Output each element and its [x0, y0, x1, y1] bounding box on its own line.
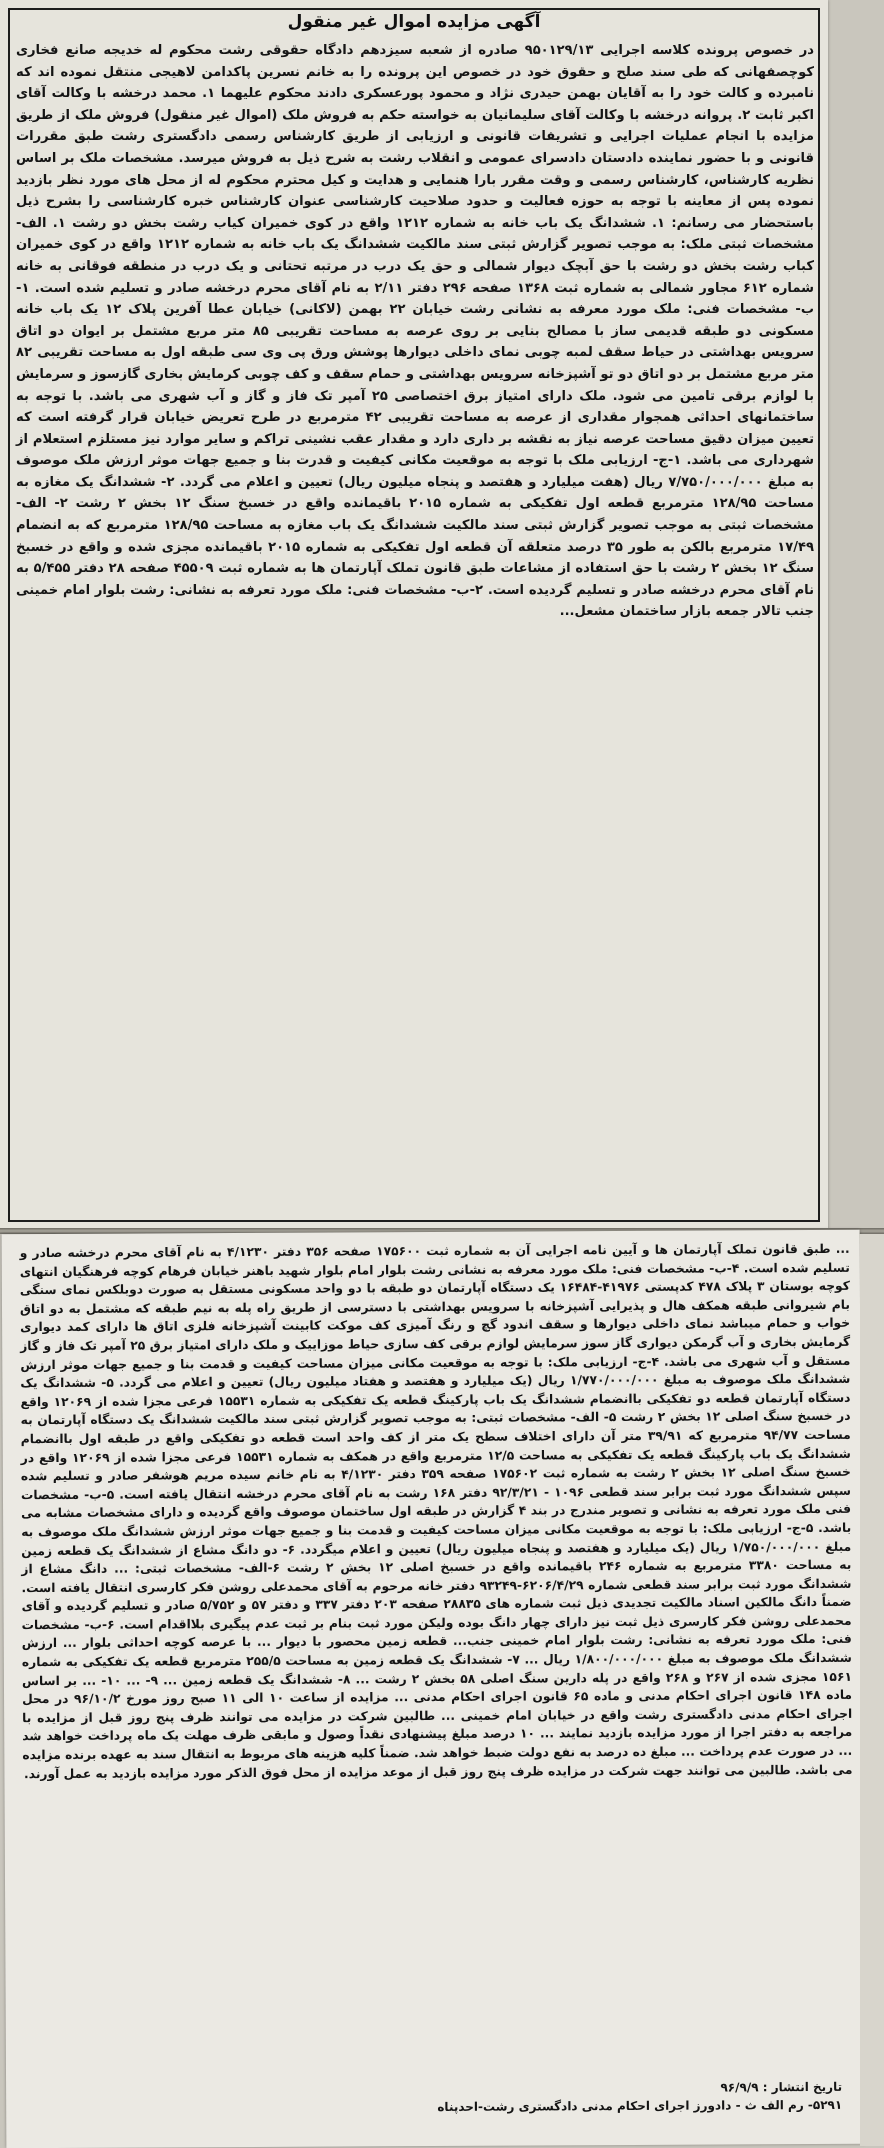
notice-footer	[437, 2078, 842, 2116]
notice-title: آگهی مزایده اموال غیر منقول	[287, 12, 541, 32]
torn-edge	[860, 1234, 884, 2146]
signature-line: ۵۲۹۱- رم الف ث - دادورز اجرای احکام مدنی دادگستری رشت-احدپناه	[437, 2097, 843, 2114]
notice-body-part3	[20, 1240, 853, 1784]
notice-body-part1: در خصوص پرونده کلاسه اجرایی ۹۵۰۱۲۹/۱۳ صادره از شعبه سیزدهم دادگاه حقوقی رشت محکوم له خدیجه صانع فخاری کوچصفهانی که طی سند صلح و حقوق خود در خصوص این پرونده را به خانم نسرین پاکدامن لاهیجی منتقل نموده اند که نامبرده و کالت خود را به آقایان بهمن حیدری نژاد و محمود پورعسکری دادند محکوم علیهما ۱. محمد درخشه با وکالت آقای اکبر ثابت ۲. پروانه درخشه با وکالت آقای سلیمانیان به خواسته حکم به فروش ملک (اموال غیر منقول) فروش ملک از طریق مزایده با انجام عملیات اجرایی و تشریفات قانونی و ارزیابی از طریق کارشناس رسمی دادگستری رشت طبق مقررات قانونی و با حضور نماینده دادستان دادسرای عمومی و انقلاب رشت به شرح ذیل به فروش میرسد. مشخصات ملک بر اساس نظریه کارشناس، کارشناس رسمی و وقت مقرر بارا هنمایی و هدایت و کیل محترم محکوم له از محل های مورد نظر بازدید نموده پس از معاینه با توجه به حوزه فعالیت و حدود صلاحیت کارشناسی عنوان کارشناس خبره کارشناسی را بشرح ذیل باستحضار می رسانم: ۱. ششدانگ یک باب خانه به شماره ۱۲۱۲ واقع در کوی خمیران کیاب رشت بخش دو رشت ۱. الف- مشخصات ثبتی ملک: به موجب تصویر گزارش ثبتی سند مالکیت ششدانگ یک باب خانه به شماره ۱۲۱۲ واقع در کوی خمیران کباب رشت بخش دو رشت با حق آبچک دیوار شمالی و حق یک درب در مرتبه تحتانی و یک درب در منطقه فوقانی به خانه شماره ۶۱۲ مجاور شمالی به شماره ثبت ۱۳۶۸ صفحه ۲۹۶ دفتر ۲/۱۱ به نام آقای محرم درخشه صادر و تسلیم شده است. ۱-ب- مشخصات فنی: ملک مورد معرفه به نشانی رشت خیابان ۲۲ بهمن (لاکانی) خیابان عطا آفرین پلاک ۱۲ یک باب خانه مسکونی دو طبقه قدیمی ساز با مصالح بنایی بر روی عرصه به مساحت تقریبی ۸۵ متر مربع مشتمل بر ایوان دو اتاق سرویس بهداشتی در حیاط سقف لمبه چوبی نمای داخلی دیوارها پوشش ورق پی وی سی طبقه اول به مساحت تقریبی ۸۲ متر مربع مشتمل بر دو اتاق دو تو آشپزخانه سرویس بهداشتی و حمام سقف و کف چوبی کرمایش بخاری گازسوز و سرمایش با لوازم برقی تامین می شود. ملک دارای امتیاز برق اختصاصی ۲۵ آمپر تک فاز و گاز و آب شهری می باشد. با توجه به ساختمانهای احداثی همجوار مقداری از عرصه به مساحت تقریبی ۴۲ مترمربع در طرح تعریض خیابان قرار گرفته است که تعیین میزان دقیق مساحت عرصه نیاز به نقشه بر داری دارد و مقدار عقب نشینی تراکم و سایر موارد نیز مستلزم استعلام از شهرداری می باشد. ۱-ج- ارزیابی ملک با توجه به موقعیت مکانی کیفیت و قدرت بنا و جمیع جهات موثر ارزش ملک موصوف به مبلغ ۷/۷۵۰/۰۰۰/۰۰۰ ریال (هفت میلیارد و هفتصد و پنجاه میلیون ریال) تعیین و اعلام می گردد. ۲- ششدانگ یک مغازه به مساحت ۱۲۸/۹۵ مترمربع قطعه اول تفکیکی به شماره ۲۰۱۵ باقیمانده واقع در خسبخ سنگ ۱۲ بخش ۲ رشت ۲- الف- مشخصات ثبتی به موجب تصویر گزارش ثبتی سند مالکیت ششدانگ یک باب مغازه به مساحت ۱۲۸/۹۵ مترمربع که به انضمام ۱۷/۴۹ مترمربع بالکن به طور ۳۵ درصد متعلقه آن قطعه اول تفکیکی به شماره ۲۰۱۵ باقیمانده مجزی شده و واقع در خسبخ سنگ ۱۲ بخش ۲ رشت با حق استفاده از مشاعات طبق قانون تملک آپارتمان ها به شماره ثبت ۴۵۵۰۹ صفحه ۲۸ دفتر ۵/۴۵۵ به نام آقای محرم درخشه صادر و تسلیم گردیده است. ۲-ب- مشخصات فنی: ملک مورد تعرفه به نشانی: رشت بلوار امام خمینی جنب تالار جمعه بازار ساختمان مشعل...	[16, 43, 815, 620]
notice-sheet-bottom	[2, 1230, 865, 2148]
notice-body-part3-text: دانگ مشاع از ششدانگ مورد ثبت برابر سند قطعی شماره ۶۲۰۶/۴/۲۹-۹۳۲۴۹ دفتر خانه مرحوم به آقای محمدعلی روشن فکر کارسری انتقال یافته است. ضمناً دانگ مالکین اسناد مالکیت تجدیدی ذیل ثبت شماره های ۲۸۸۳۵ صفحه ۲۰۳ دفتر ۳۳۷ و دفتر ۵۷ و ۵/۷۵۲ صادر و تسلیم گردیده و آقای محمدعلی روشن فکر کارسری ذیل ثبت نیز دارای چهار دانگ بوده ولیکن مورد ثبت بنام بر ثبت عدم پیگیری بلااقدام است. ۶-ب- مشخصات فنی: ملک مورد تعرفه به نشانی: رشت بلوار امام خمینی جنب... قطعه زمین محصور با دیوار ... با عرصه کوچه احداثی بلوار ... ارزش ششدانگ ملک موصوف به مبلغ ۱/۸۰۰/۰۰۰/۰۰۰ ریال ... ۷- ششدانگ یک قطعه زمین به مساحت ۲۵۵/۵ مترمربع قطعه یک تفکیکی به شماره ۱۵۶۱ مجزی شده از ۲۶۷ و ۲۶۸ واقع در پله دارین سنگ اصلی ۵۸ بخش ۲ رشت ... ۸- ششدانگ یک قطعه زمین ... ۹- ... ۱۰- ... بر اساس ماده ۱۴۸ قانون اجرای احکام مدنی و ماده ۶۵ قانون اجرای احکام مدنی ... مزایده از ساعت ۱۰ الی ۱۱ صبح روز مورخ ۹۶/۱۰/۲ در محل اجرای احکام مدنی دادگستری رشت واقع در خیابان امام خمینی ... طالبین شرکت در مزایده می توانند ظرف پنج روز قبل از مزایده با مراجعه به دفتر اجرا از مورد مزایده بازدید نمایند ... ۱۰ درصد مبلغ پیشنهادی نقداً وصول و مابقی ظرف مهلت یک ماه پرداخت خواهد شد ... در صورت عدم پرداخت ... مبلغ ده درصد به نفع دولت ضبط خواهد شد. ضمناً کلیه هزینه های مربوط به انتقال سند به عهده برنده مزایده می باشد. طالبین می توانند جهت شرکت در مزایده ظرف پنج روز قبل از موعد مزایده از محل فوق الذکر مورد مزایده بازدید به عمل آورند.	[21, 1561, 853, 1781]
publish-date: تاریخ انتشار : ۹۶/۹/۹	[720, 2079, 843, 2095]
notice-body-part2: ... طبق قانون تملک آپارتمان ها و آیین نامه اجرایی آن به شماره ثبت ۱۷۵۶۰۰ صفحه ۳۵۶ دفتر ۴/۱۲۳۰ به نام آقای محرم درخشه صادر و تسلیم شده است. ۴-ب- مشخصات فنی: ملک مورد معرفه به نشانی رشت بلوار امام بلوار شهید باهنر خیابان فرهام کوچه فرهنگیان انتهای کوچه بوستان ۳ پلاک ۴۷۸ کدپستی ۴۱۹۷۶-۱۶۴۸۴ یک دستگاه آپارتمان دو طبقه با دو واحد مسکونی مستقل به صورت دوبلکس نمای سنگی بام شیروانی طبقه همکف هال و پذیرایی آشپزخانه با سرویس بهداشتی با دسترسی از طریق راه پله به نیم طبقه که مشتمل به دو اتاق خواب و حمام میباشد نمای داخلی دیوارها و سقف اندود گچ و رنگ آمیزی کف موکت کابینت آشپزخانه فلزی اتاق ها دارای کمد دیواری گرمایش بخاری و آب گرمکن دیواری گاز سوز سرمایش لوازم برقی کف سازی حیاط موزاییک و ملک دارای امتیاز برق ۲۵ آمپر تک فاز و گاز مستقل و آب شهری می باشد. ۴-ج- ارزیابی ملک: با توجه به موقعیت مکانی میزان مساحت کیفیت و قدمت بنا و جمیع جهات موثر ارزش ششدانگ ملک موصوف به مبلغ ۱/۷۷۰/۰۰۰/۰۰۰ ریال (یک میلیارد و هفتصد و هفتاد میلیون ریال) تعیین و اعلام می گردد. ۵- ششدانگ یک دستگاه آپارتمان قطعه دو تفکیکی باانضمام ششدانگ یک باب پارکینگ قطعه یک تفکیکی به شماره ۱۵۵۳۱ فرعی مجزا شده از ۱۲۰۶۹ واقع در خسبخ سنگ اصلی ۱۲ بخش ۲ رشت ۵- الف- مشخصات ثبتی: به موجب تصویر گزارش ثبتی سند مالکیت ششدانگ یک دستگاه آپارتمان به مساحت ۹۴/۷۷ مترمربع که ۳۹/۹۱ متر آن دارای اختلاف سطح یک متر از کف واحد است قطعه دو تفکیکی واقع در طبقه اول باانضمام ششدانگ یک باب پارکینگ قطعه یک تفکیکی به مساحت ۱۲/۵ مترمربع واقع در همکف به شماره ۱۵۵۳۱ فرعی مجزا شده از ۱۲۰۶۹ واقع در خسبخ سنگ اصلی ۱۲ بخش ۲ رشت به شماره ثبت ۱۷۵۶۰۲ صفحه ۳۵۹ دفتر ۴/۱۲۳۰ به نام خانم سیده مریم هوشفر صادر و تسلیم شده سپس ششدانگ مورد ثبت برابر سند قطعی ۱۰۹۶ - ۹۲/۳/۲۱ دفتر ۱۶۸ رشت به نام آقای محرم درخشه انتقال یافته است. ۵-ب- مشخصات فنی ملک مورد تعرفه به نشانی و تصویر مندرج در بند ۴ گزارش در طبقه اول ساختمان موصوف واقع گردیده و دارای مشخصات مشابه می باشد. ۵-ج- ارزیابی ملک: با توجه به موقعیت مکانی میزان مساحت کیفیت و قدمت بنا و جمیع جهات موثر ارزش ششدانگ ملک موصوف به مبلغ ۱/۷۵۰/۰۰۰/۰۰۰ ریال (یک میلیارد و هفتصد و پنجاه میلیون ریال) تعیین و اعلام میگردد. ۶- دو دانگ مشاع از ششدانگ یک قطعه زمین به مساحت ۳۳۸۰ مترمربع به شماره ۲۴۶ باقیمانده واقع در خسبخ اصلی ۱۲ بخش ۲ رشت ۶-الف- مشخصات ثبتی: ...	[19, 1241, 852, 1576]
